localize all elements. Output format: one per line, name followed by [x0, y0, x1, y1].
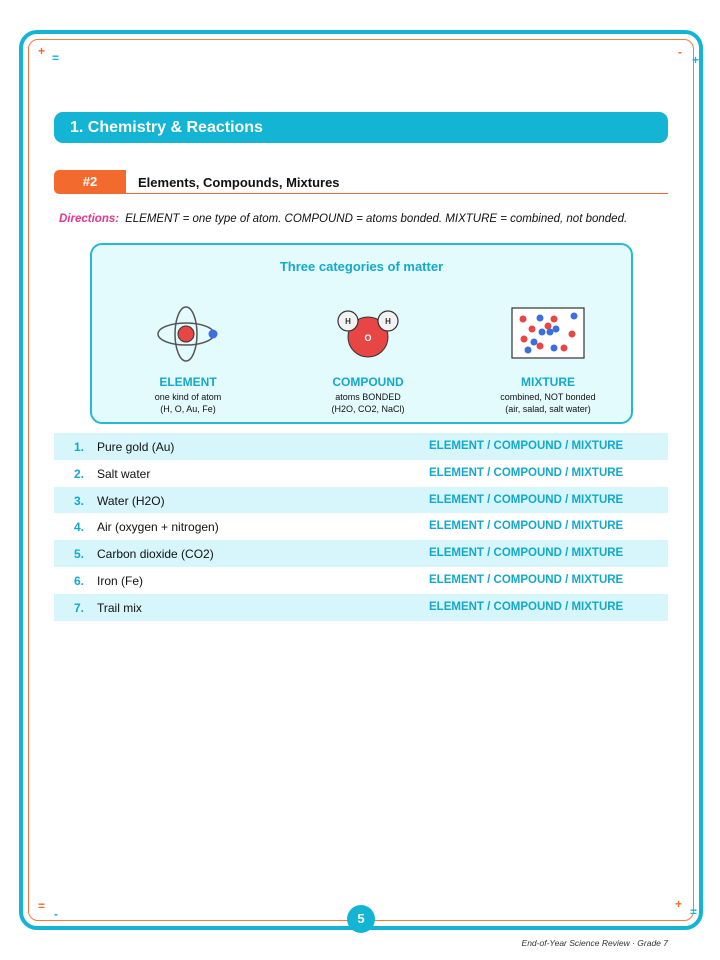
question-number: 3.	[73, 493, 84, 508]
answer-choices[interactable]: ELEMENT / COMPOUND / MIXTURE	[429, 440, 624, 452]
category-name: ELEMENT	[159, 375, 217, 389]
category-examples: (H, O, Au, Fe)	[160, 404, 216, 414]
question-item: Iron (Fe)	[97, 573, 144, 588]
category-name: MIXTURE	[521, 375, 575, 389]
answer-choices[interactable]: ELEMENT / COMPOUND / MIXTURE	[429, 493, 624, 506]
category-description: one kind of atom	[154, 392, 222, 402]
hydrogen-label: H	[385, 317, 391, 326]
dash-decoration: -	[678, 45, 682, 59]
mixture-icon	[510, 306, 586, 362]
question-row	[54, 487, 668, 514]
question-row	[54, 540, 668, 567]
plus-decoration: +	[692, 53, 700, 67]
question-number: 2.	[73, 466, 84, 481]
category-examples: (air, salad, salt water)	[505, 404, 591, 414]
question-row	[54, 567, 668, 594]
question-number: 5.	[73, 547, 84, 562]
category-name: COMPOUND	[332, 375, 404, 389]
answer-choices[interactable]: ELEMENT / COMPOUND / MIXTURE	[429, 600, 624, 613]
equals-decoration: =	[52, 51, 60, 65]
equals-decoration: =	[38, 899, 46, 913]
page-number: 5	[347, 905, 375, 933]
answer-choices[interactable]: ELEMENT / COMPOUND / MIXTURE	[429, 520, 624, 533]
question-row	[54, 594, 668, 621]
category-mixture	[458, 299, 638, 415]
category-examples: (H2O, CO2, NaCl)	[331, 404, 405, 414]
answer-choices[interactable]: ELEMENT / COMPOUND / MIXTURE	[429, 547, 624, 560]
answer-choices[interactable]: ELEMENT / COMPOUND / MIXTURE	[429, 573, 624, 586]
directions-label: Directions:	[59, 213, 120, 225]
plus-decoration: +	[38, 44, 46, 58]
question-item: Carbon dioxide (CO2)	[97, 547, 214, 562]
question-row	[54, 433, 668, 460]
section-header: 1. Chemistry & Reactions	[54, 112, 668, 143]
categories-infobox	[90, 243, 633, 424]
answer-choices[interactable]: ELEMENT / COMPOUND / MIXTURE	[429, 466, 624, 479]
hydrogen-label: H	[345, 317, 351, 326]
item-title: Elements, Compounds, Mixtures	[138, 175, 340, 190]
question-item: Pure gold (Au)	[97, 440, 175, 454]
directions	[59, 213, 627, 225]
question-item: Salt water	[97, 466, 151, 481]
question-item: Trail mix	[97, 600, 142, 615]
question-list	[54, 433, 668, 621]
question-number: 6.	[73, 573, 84, 588]
oxygen-label: O	[364, 333, 372, 343]
question-number: 7.	[73, 600, 84, 615]
infobox-title: Three categories of matter	[279, 259, 444, 274]
category-element	[98, 299, 278, 415]
item-number-badge: #2	[54, 170, 126, 194]
dash-decoration: -	[54, 907, 58, 921]
question-item: Air (oxygen + nitrogen)	[97, 520, 219, 535]
question-item: Water (H2O)	[97, 493, 165, 508]
question-row	[54, 513, 668, 540]
molecule-icon	[332, 301, 404, 367]
category-description: atoms BONDED	[335, 392, 401, 402]
category-compound	[278, 299, 458, 415]
directions-text: ELEMENT = one type of atom. COMPOUND = atoms bonded. MIXTURE = combined, not bonded.	[125, 213, 628, 225]
footer-text: End-of-Year Science Review · Grade 7	[521, 938, 668, 948]
title-underline	[126, 193, 668, 194]
question-number: 1.	[73, 440, 84, 454]
question-row	[54, 460, 668, 487]
category-description: combined, NOT bonded	[500, 392, 596, 402]
question-number: 4.	[73, 520, 84, 535]
atom-icon	[155, 301, 221, 367]
plus-decoration: +	[675, 897, 683, 911]
equals-decoration: =	[690, 905, 698, 919]
